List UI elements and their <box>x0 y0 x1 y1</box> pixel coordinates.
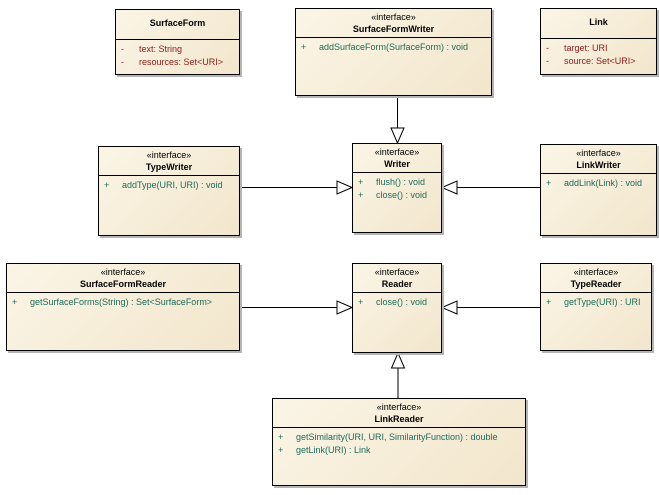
class-typereader[interactable] <box>540 263 652 351</box>
class-header <box>116 10 239 40</box>
class-name: TypeReader <box>570 279 622 289</box>
operation-text: close() : void <box>376 190 428 200</box>
class-name: Reader <box>381 279 413 289</box>
stereotype-label: «interface» <box>374 267 420 277</box>
visibility-marker: + <box>278 432 284 442</box>
operations-compartment <box>99 176 239 195</box>
operations-compartment <box>7 293 239 312</box>
attribute-row <box>120 56 235 69</box>
operations-compartment <box>541 293 651 312</box>
class-header <box>541 9 656 39</box>
operation-row <box>277 431 521 444</box>
visibility-marker: - <box>121 57 124 67</box>
generalization-linkwriter-writer <box>442 181 540 194</box>
generalization-surfaceformreader-reader <box>240 301 352 314</box>
operation-row <box>545 296 647 309</box>
visibility-marker: + <box>358 177 364 187</box>
class-header <box>7 264 239 293</box>
visibility-marker: + <box>358 297 364 307</box>
visibility-marker: - <box>546 56 549 66</box>
class-name: SurfaceForm <box>149 18 206 28</box>
class-name: Writer <box>384 159 410 169</box>
visibility-marker: - <box>121 44 124 54</box>
operation-row <box>357 189 437 202</box>
visibility-marker: + <box>301 42 307 52</box>
visibility-marker: + <box>546 178 552 188</box>
class-link[interactable] <box>540 8 657 75</box>
operation-text: addType(URI, URI) : void <box>122 180 223 190</box>
operations-compartment <box>296 38 491 57</box>
attributes-compartment <box>116 40 239 72</box>
operation-text: getSimilarity(URI, URI, SimilarityFunction) : double <box>296 432 498 442</box>
class-surfaceformwriter[interactable] <box>295 8 492 96</box>
operation-row <box>11 296 235 309</box>
stereotype-label: «interface» <box>376 402 422 412</box>
class-header <box>541 145 656 174</box>
class-name: SurfaceFormReader <box>79 279 167 289</box>
operations-compartment <box>541 174 656 193</box>
stereotype-label: «interface» <box>374 147 420 157</box>
operation-row <box>277 444 521 457</box>
class-surfaceform[interactable] <box>115 9 240 75</box>
class-header <box>273 399 525 428</box>
operations-compartment <box>273 428 525 460</box>
class-typewriter[interactable] <box>98 146 240 236</box>
class-header <box>353 264 441 293</box>
operation-text: close() : void <box>376 297 428 307</box>
visibility-marker: + <box>12 297 18 307</box>
generalization-surfaceformwriter-writer <box>391 96 404 143</box>
class-writer[interactable] <box>352 143 442 233</box>
class-name: LinkReader <box>374 414 424 424</box>
visibility-marker: + <box>278 445 284 455</box>
stereotype-label: «interface» <box>146 150 192 160</box>
attribute-row <box>545 55 652 68</box>
class-name: Link <box>589 17 608 27</box>
operation-text: getSurfaceForms(String) : Set<SurfaceForm> <box>30 297 213 307</box>
attributes-compartment <box>541 39 656 71</box>
stereotype-label: «interface» <box>100 267 146 277</box>
class-surfaceformreader[interactable] <box>6 263 240 351</box>
class-header <box>296 9 491 38</box>
attribute-text: resources: Set<URI> <box>139 57 224 67</box>
operation-text: getLink(URI) : Link <box>296 445 371 455</box>
visibility-marker: + <box>358 190 364 200</box>
generalization-typewriter-writer <box>240 181 352 194</box>
stereotype-label: «interface» <box>576 148 621 158</box>
operation-text: flush() : void <box>376 177 426 187</box>
operation-row <box>357 176 437 189</box>
attribute-row <box>545 42 652 55</box>
operation-row <box>545 177 652 190</box>
visibility-marker: + <box>546 297 552 307</box>
class-name: SurfaceFormWriter <box>352 24 435 34</box>
attribute-text: source: Set<URI> <box>564 56 636 66</box>
operations-compartment <box>353 293 441 312</box>
attribute-row <box>120 43 235 56</box>
visibility-marker: - <box>546 43 549 53</box>
stereotype-label: «interface» <box>573 267 619 277</box>
class-linkreader[interactable] <box>272 398 526 486</box>
attribute-text: text: String <box>139 44 183 54</box>
visibility-marker: + <box>104 180 110 190</box>
class-name: TypeWriter <box>145 162 193 172</box>
operation-text: getType(URI) : URI <box>564 297 641 307</box>
operation-row <box>103 179 235 192</box>
class-linkwriter[interactable] <box>540 144 657 236</box>
attribute-text: target: URI <box>564 43 608 53</box>
operation-text: addLink(Link) : void <box>564 178 643 188</box>
operations-compartment <box>353 173 441 205</box>
stereotype-label: «interface» <box>371 12 416 22</box>
operation-row <box>357 296 437 309</box>
operation-row <box>300 41 487 54</box>
operation-text: addSurfaceForm(SurfaceForm) : void <box>319 42 469 52</box>
generalization-typereader-reader <box>442 301 540 314</box>
class-name: LinkWriter <box>576 160 621 170</box>
class-header <box>541 264 651 293</box>
generalization-linkreader-reader <box>392 353 405 398</box>
class-header <box>99 147 239 176</box>
class-reader[interactable] <box>352 263 442 353</box>
class-header <box>353 144 441 173</box>
